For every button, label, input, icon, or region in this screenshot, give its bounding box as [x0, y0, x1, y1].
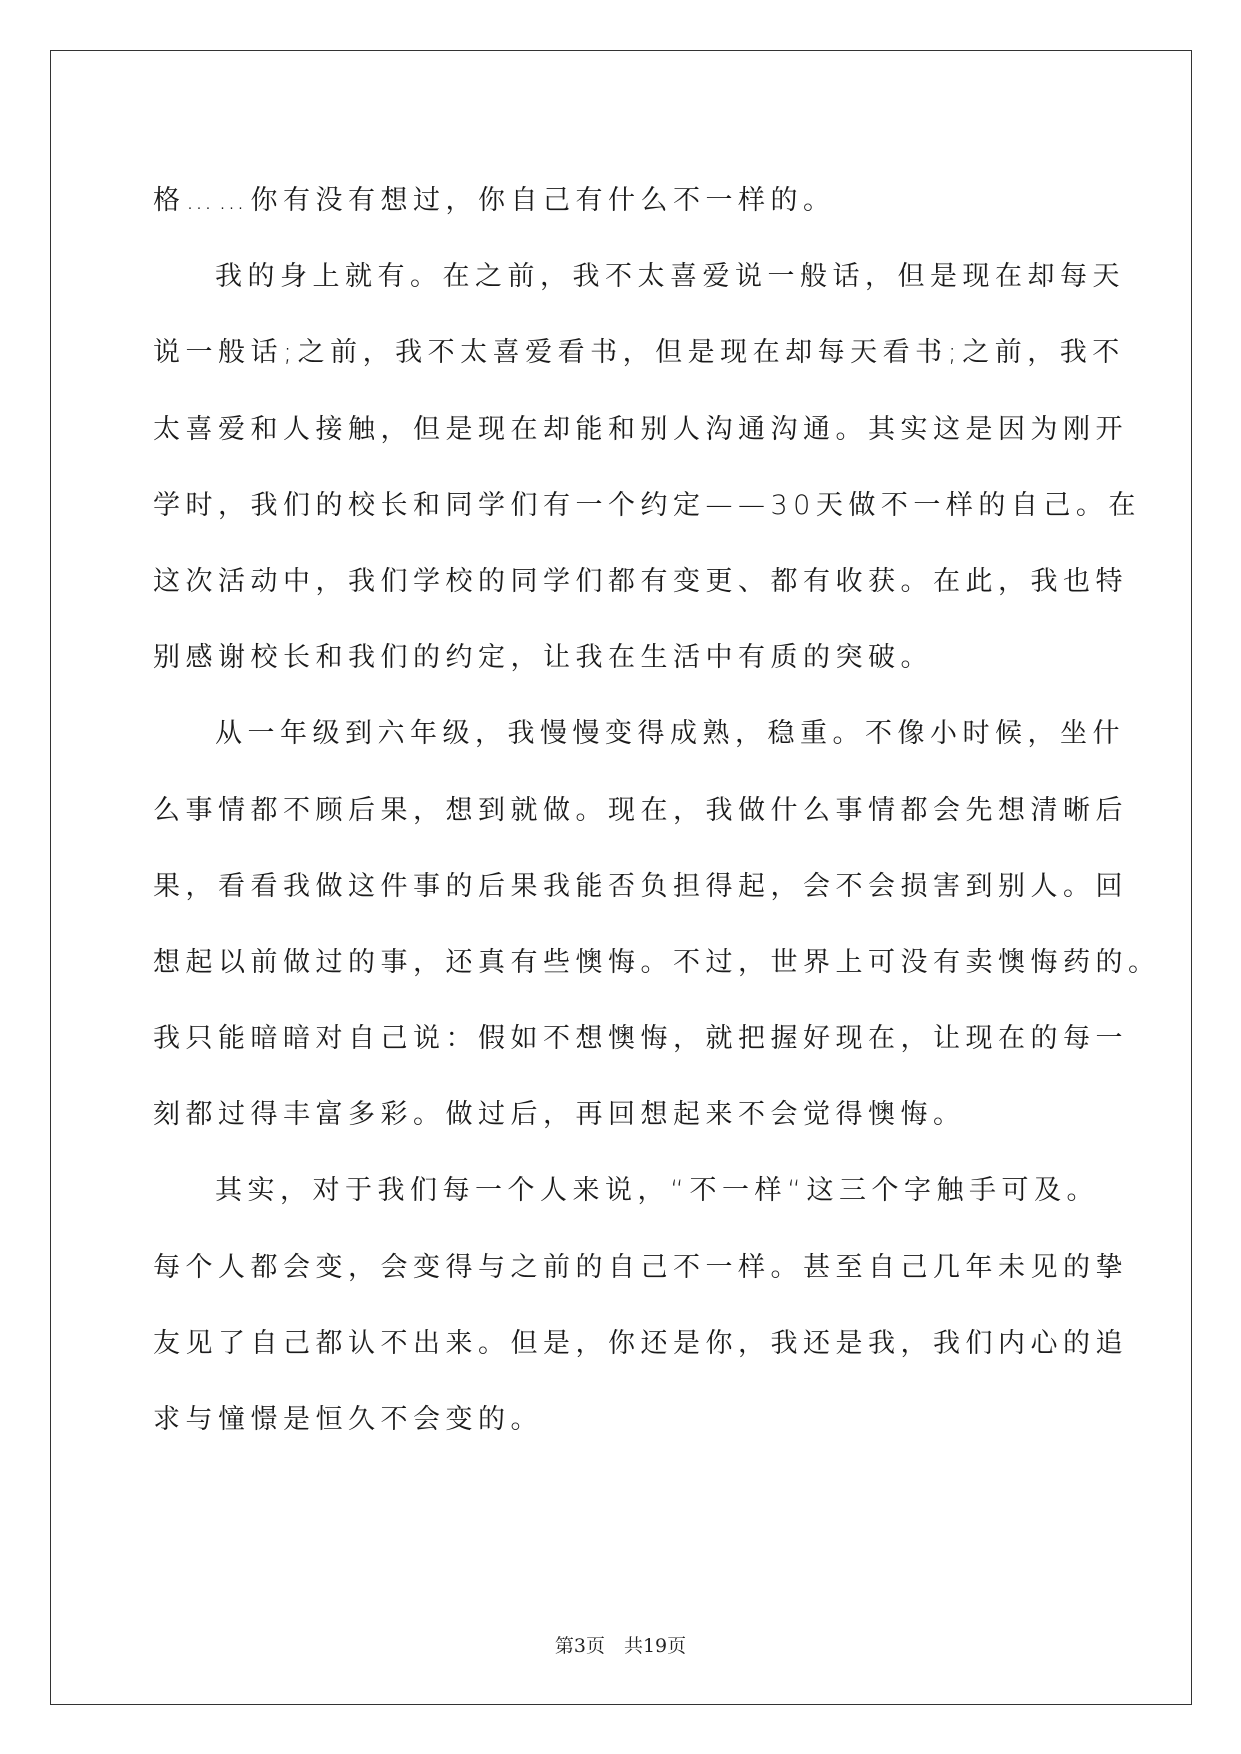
page-number-footer: 第3页 共19页: [554, 1635, 687, 1657]
text-line: 这次活动中，我们学校的同学们都有变更、都有收获。在此，我也特: [153, 565, 1128, 597]
text-line: 其实，对于我们每一个人来说，“不一样“这三个字触手可及。: [215, 1175, 1099, 1207]
text-line: 太喜爱和人接触，但是现在却能和别人沟通沟通。其实这是因为刚开: [153, 413, 1128, 445]
text-line: 从一年级到六年级，我慢慢变得成熟，稳重。不像小时候，坐什: [215, 718, 1125, 750]
document-body: [153, 163, 1161, 1458]
text-line: 学时，我们的校长和同学们有一个约定——30天做不一样的自己。在: [153, 489, 1141, 521]
text-line: 么事情都不顾后果，想到就做。现在，我做什么事情都会先想清晰后: [153, 794, 1128, 826]
text-line: 每个人都会变，会变得与之前的自己不一样。甚至自己几年未见的挚: [153, 1251, 1128, 1283]
text-line: 求与憧憬是恒久不会变的。: [153, 1404, 543, 1435]
text-line: 果，看看我做这件事的后果我能否负担得起，会不会损害到别人。回: [153, 870, 1128, 902]
text-line: 别感谢校长和我们的约定，让我在生活中有质的突破。: [153, 642, 933, 674]
text-line: 我只能暗暗对自己说：假如不想懊悔，就把握好现在，让现在的每一: [153, 1023, 1128, 1055]
text-line: 格……你有没有想过，你自己有什么不一样的。: [153, 185, 836, 216]
text-line: 刻都过得丰富多彩。做过后，再回想起来不会觉得懊悔。: [153, 1099, 966, 1131]
text-line: 我的身上就有。在之前，我不太喜爱说一般话，但是现在却每天: [215, 261, 1125, 293]
text-line: 想起以前做过的事，还真有些懊悔。不过，世界上可没有卖懊悔药的。: [153, 946, 1161, 978]
text-line: 友见了自己都认不出来。但是，你还是你，我还是我，我们内心的追: [153, 1327, 1128, 1359]
text-line: 说一般话;之前，我不太喜爱看书，但是现在却每天看书;之前，我不: [153, 337, 1125, 369]
